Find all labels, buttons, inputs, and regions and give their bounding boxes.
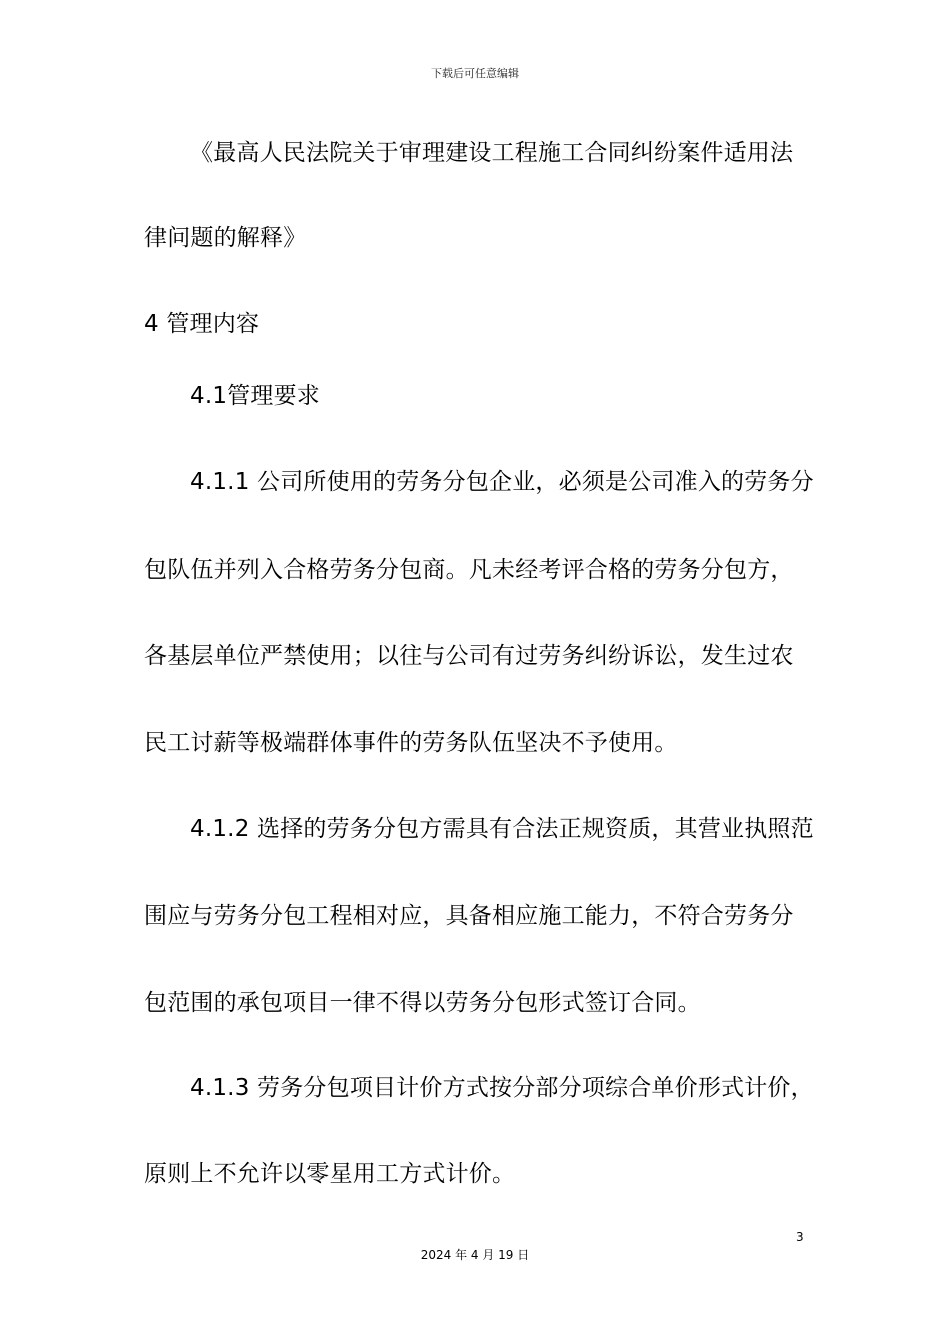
footer-date: 2024 年 4 月 19 日 — [420, 1248, 530, 1262]
paragraph-line: 包范围的承包项目一律不得以劳务分包形式签订合同。 — [144, 990, 701, 1016]
subsection-heading: 4.1管理要求 — [190, 383, 320, 409]
page-number: 3 — [796, 1230, 804, 1244]
paragraph-line: 律问题的解释》 — [144, 225, 307, 251]
paragraph-line: 民工讨薪等极端群体事件的劳务队伍坚决不予使用。 — [144, 730, 678, 756]
paragraph-line: 4.1.1 公司所使用的劳务分包企业，必须是公司准入的劳务分 — [190, 469, 814, 495]
paragraph-line: 原则上不允许以零星用工方式计价。 — [144, 1161, 516, 1187]
paragraph-line: 各基层单位严禁使用；以往与公司有过劳务纠纷诉讼，发生过农 — [144, 643, 794, 669]
paragraph-line: 《最高人民法院关于审理建设工程施工合同纠纷案件适用法 — [190, 140, 794, 166]
paragraph-line: 包队伍并列入合格劳务分包商。凡未经考评合格的劳务分包方， — [144, 557, 794, 583]
paragraph-line: 4.1.3 劳务分包项目计价方式按分部分项综合单价形式计价， — [190, 1075, 814, 1101]
paragraph-line: 4.1.2 选择的劳务分包方需具有合法正规资质，其营业执照范 — [190, 816, 814, 842]
paragraph-line: 围应与劳务分包工程相对应，具备相应施工能力，不符合劳务分 — [144, 903, 794, 929]
header-note: 下载后可任意编辑 — [431, 67, 519, 80]
section-heading: 4 管理内容 — [144, 311, 260, 337]
